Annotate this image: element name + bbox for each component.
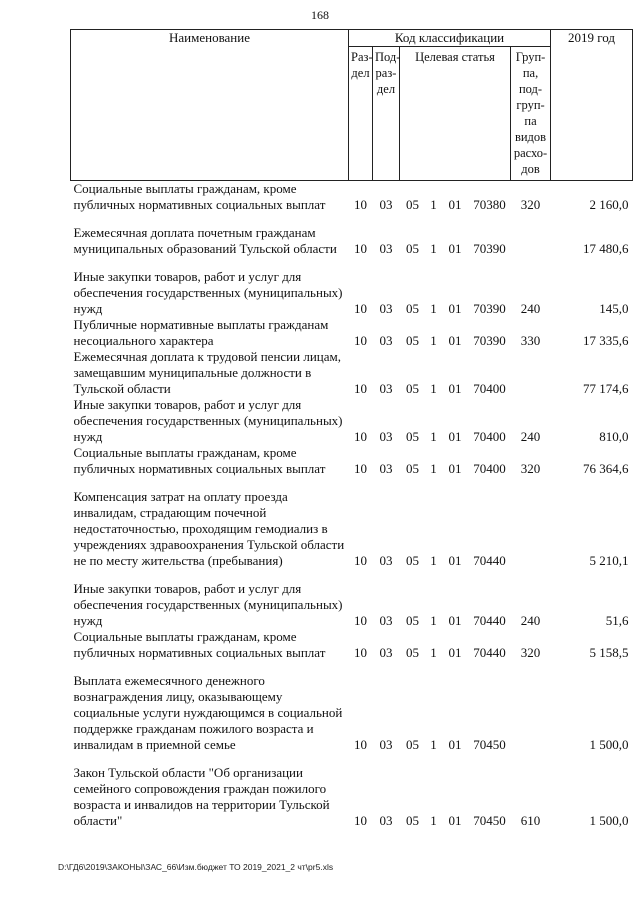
- row-code-c: 01: [448, 553, 462, 568]
- row-amount: 145,0: [599, 301, 629, 316]
- row-code-vr: 330: [520, 333, 541, 348]
- row-code-b: 1: [430, 613, 437, 628]
- row-code-pr: 03: [379, 645, 393, 660]
- row-code-vr: 320: [520, 645, 541, 660]
- row-name: Иные закупки товаров, работ и услуг для обеспечения государственных (муниципальных) нужд: [73, 397, 343, 444]
- table-row: [71, 269, 633, 317]
- row-code-pr: 03: [379, 613, 393, 628]
- row-code-rz: 10: [354, 381, 367, 396]
- table-row: [71, 349, 633, 397]
- row-code-b: 1: [430, 461, 437, 476]
- row-amount: 17 335,6: [583, 333, 629, 348]
- row-code-pr: 03: [379, 381, 393, 396]
- row-code-a: 05: [406, 553, 419, 568]
- row-code-d: 70450: [473, 737, 506, 752]
- row-code-b: 1: [430, 301, 437, 316]
- row-code-d: 70440: [473, 613, 506, 628]
- row-code-a: 05: [406, 241, 419, 256]
- row-code-d: 70400: [473, 381, 506, 396]
- row-code-vr: [511, 349, 551, 397]
- row-code-rz: 10: [354, 645, 367, 660]
- row-name: Социальные выплаты гражданам, кроме публичных нормативных социальных выплат: [73, 629, 326, 660]
- file-path-footer: D:\ГД6\2019\ЗАКОНЫ\ЗАС_66\Изм.бюджет ТО 2019_2021_2 чт\pr5.xls: [58, 862, 334, 872]
- row-code-b: 1: [430, 645, 437, 660]
- row-code-rz: 10: [354, 461, 367, 476]
- row-code-c: 01: [448, 813, 462, 828]
- spacer-cell: [71, 661, 633, 673]
- row-code-b: 1: [430, 333, 437, 348]
- row-code-rz: 10: [354, 301, 367, 316]
- row-name: Выплата ежемесячного денежного вознаграждения лицу, оказывающему социальные услуги нуждающимся в социальной поддержке гражданам пожилого возраста и инвалидам в приемной семье: [73, 673, 343, 752]
- row-amount: 77 174,6: [583, 381, 629, 396]
- row-code-d: 70390: [473, 333, 506, 348]
- row-code-c: 01: [448, 613, 462, 628]
- table-row: [71, 581, 633, 629]
- row-code-vr: 320: [520, 461, 541, 476]
- row-code-vr: [511, 225, 551, 257]
- row-code-rz: 10: [354, 813, 367, 828]
- row-code-c: 01: [448, 333, 462, 348]
- header-code-group: Код классификации: [349, 30, 551, 47]
- row-code-b: 1: [430, 381, 437, 396]
- row-spacer: [71, 569, 633, 581]
- row-code-pr: 03: [379, 333, 393, 348]
- row-code-pr: 03: [379, 737, 393, 752]
- row-code-b: 1: [430, 429, 437, 444]
- header-target: Целевая статья: [400, 47, 511, 181]
- row-code-pr: 03: [379, 813, 393, 828]
- row-code-a: 05: [406, 197, 419, 212]
- row-amount: 76 364,6: [583, 461, 629, 476]
- row-name: Публичные нормативные выплаты гражданам несоциального характера: [73, 317, 329, 348]
- row-code-pr: 03: [379, 429, 393, 444]
- table-row: [71, 225, 633, 257]
- row-code-vr: 240: [520, 429, 541, 444]
- row-code-vr: 240: [520, 301, 541, 316]
- row-code-d: 70400: [473, 461, 506, 476]
- row-code-d: 70390: [473, 301, 506, 316]
- row-code-rz: 10: [354, 429, 367, 444]
- row-name: Социальные выплаты гражданам, кроме публичных нормативных социальных выплат: [73, 181, 326, 212]
- row-code-rz: 10: [354, 737, 367, 752]
- row-code-a: 05: [406, 813, 419, 828]
- row-code-a: 05: [406, 381, 419, 396]
- row-code-c: 01: [448, 429, 462, 444]
- table-row: [71, 765, 633, 829]
- row-code-a: 05: [406, 301, 419, 316]
- row-code-pr: 03: [379, 197, 393, 212]
- spacer-cell: [71, 213, 633, 225]
- table-row: [71, 181, 633, 214]
- row-code-b: 1: [430, 241, 437, 256]
- row-code-a: 05: [406, 333, 419, 348]
- row-code-a: 05: [406, 461, 419, 476]
- row-code-c: 01: [448, 461, 462, 476]
- row-code-pr: 03: [379, 461, 393, 476]
- row-code-c: 01: [448, 197, 462, 212]
- table-row: [71, 489, 633, 569]
- row-code-a: 05: [406, 645, 419, 660]
- row-code-b: 1: [430, 197, 437, 212]
- row-amount: 1 500,0: [589, 813, 629, 828]
- budget-table: [70, 29, 633, 829]
- header-vid: Груп- па, под- груп- па видов расхо- дов: [511, 47, 551, 181]
- row-code-c: 01: [448, 737, 462, 752]
- row-code-rz: 10: [354, 197, 367, 212]
- table-body: [71, 181, 633, 830]
- row-name: Иные закупки товаров, работ и услуг для обеспечения государственных (муниципальных) нужд: [73, 581, 343, 628]
- row-code-a: 05: [406, 737, 419, 752]
- row-code-c: 01: [448, 645, 462, 660]
- page-number: 168: [311, 8, 329, 22]
- row-code-a: 05: [406, 429, 419, 444]
- table-row: [71, 673, 633, 753]
- row-code-d: 70450: [473, 813, 506, 828]
- row-amount: 17 480,6: [583, 241, 629, 256]
- row-code-c: 01: [448, 241, 462, 256]
- row-amount: 2 160,0: [589, 197, 629, 212]
- row-code-c: 01: [448, 381, 462, 396]
- row-code-pr: 03: [379, 241, 393, 256]
- row-amount: 5 210,1: [589, 553, 629, 568]
- row-code-vr: 240: [520, 613, 541, 628]
- row-code-d: 70400: [473, 429, 506, 444]
- table-row: [71, 397, 633, 445]
- row-name: Иные закупки товаров, работ и услуг для обеспечения государственных (муниципальных) нужд: [73, 269, 343, 316]
- row-spacer: [71, 661, 633, 673]
- row-code-c: 01: [448, 301, 462, 316]
- row-code-vr: 320: [520, 197, 541, 212]
- row-name: Компенсация затрат на оплату проезда инвалидам, страдающим почечной недостаточностью, проходящим гемодиализ в учреждениях здравоохранения Тульской области не по месту жительства (пребывания): [73, 489, 345, 568]
- row-code-d: 70440: [473, 645, 506, 660]
- row-code-d: 70380: [473, 197, 506, 212]
- row-name: Ежемесячная доплата к трудовой пенсии лицам, замещавшим муниципальные должности в Тульской области: [73, 349, 341, 396]
- row-code-vr: [511, 673, 551, 753]
- row-code-rz: 10: [354, 553, 367, 568]
- row-name: Социальные выплаты гражданам, кроме публичных нормативных социальных выплат: [73, 445, 326, 476]
- header-razdel: Раз- дел: [349, 47, 373, 181]
- row-spacer: [71, 753, 633, 765]
- header-name: Наименование: [71, 30, 349, 181]
- row-code-b: 1: [430, 553, 437, 568]
- row-code-rz: 10: [354, 613, 367, 628]
- row-code-d: 70390: [473, 241, 506, 256]
- row-spacer: [71, 257, 633, 269]
- table-row: [71, 629, 633, 661]
- row-code-vr: [511, 489, 551, 569]
- row-name: Ежемесячная доплата почетным гражданам муниципальных образований Тульской области: [73, 225, 337, 256]
- row-code-rz: 10: [354, 241, 367, 256]
- row-name: Закон Тульской области "Об организации семейного сопровождения граждан пожилого возраста и инвалидов на территории Тульской области": [73, 765, 330, 828]
- row-code-pr: 03: [379, 301, 393, 316]
- table-row: [71, 317, 633, 349]
- spacer-cell: [71, 569, 633, 581]
- spacer-cell: [71, 257, 633, 269]
- row-amount: 51,6: [605, 613, 629, 628]
- row-code-b: 1: [430, 737, 437, 752]
- row-amount: 5 158,5: [589, 645, 629, 660]
- row-code-b: 1: [430, 813, 437, 828]
- row-code-a: 05: [406, 613, 419, 628]
- row-spacer: [71, 213, 633, 225]
- row-code-d: 70440: [473, 553, 506, 568]
- row-amount: 810,0: [599, 429, 629, 444]
- spacer-cell: [71, 753, 633, 765]
- row-spacer: [71, 477, 633, 489]
- row-code-rz: 10: [354, 333, 367, 348]
- row-amount: 1 500,0: [589, 737, 629, 752]
- table-row: [71, 445, 633, 477]
- spacer-cell: [71, 477, 633, 489]
- row-code-pr: 03: [379, 553, 393, 568]
- header-podrazdel: Под- раз- дел: [373, 47, 400, 181]
- row-code-vr: 610: [520, 813, 541, 828]
- header-year: 2019 год: [551, 30, 633, 181]
